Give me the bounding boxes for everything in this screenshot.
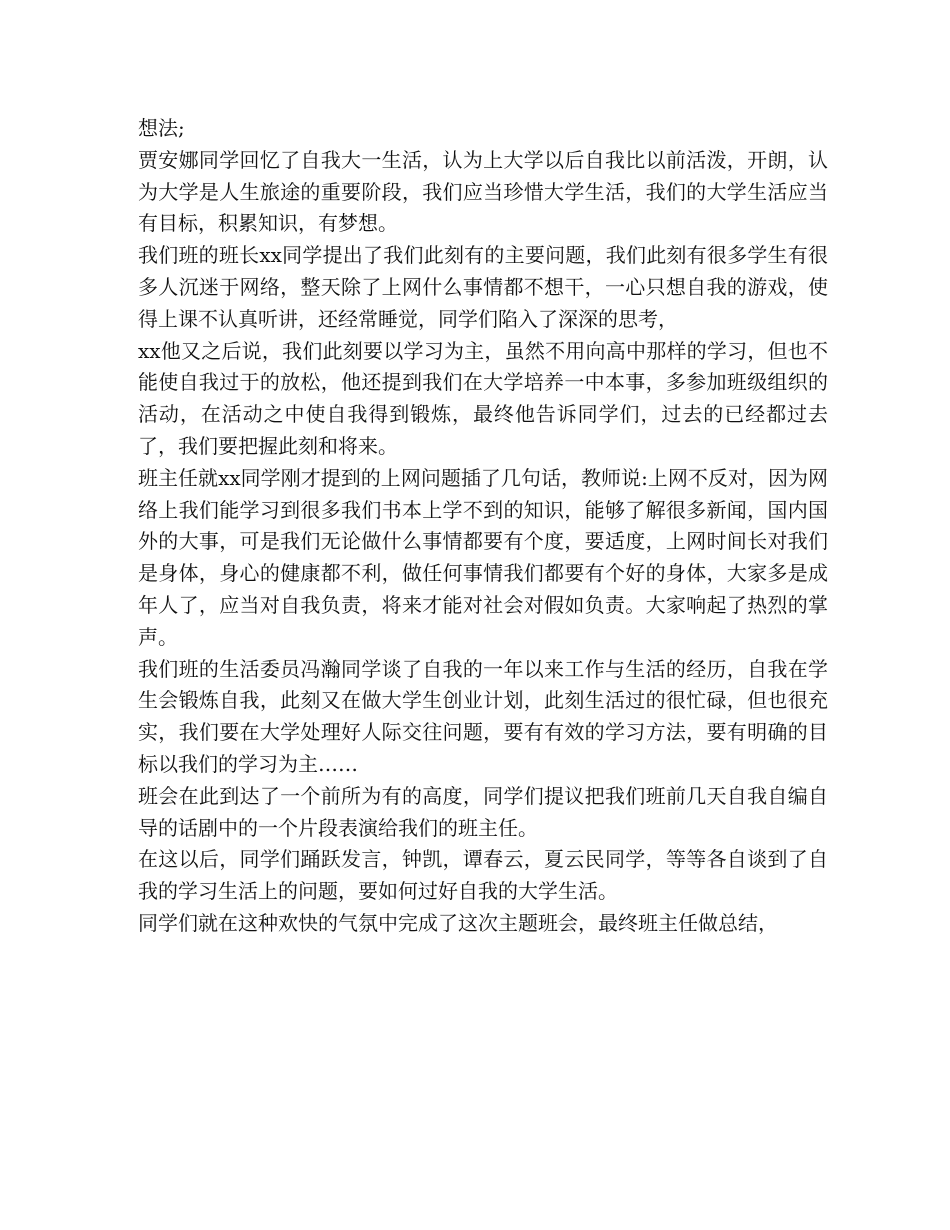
paragraph-study-focus: xx他又之后说，我们此刻要以学习为主，虽然不用向高中那样的学习，但也不能使自我过于的放松，他还提到我们在大学培养一中本事，多参加班级组织的活动，在活动之中使自我得到锻炼，最终他告诉同学们，过去的已经都过去了，我们要把握此刻和将来。 <box>138 338 828 458</box>
paragraph-students-speak: 在这以后，同学们踊跃发言，钟凯，谭春云，夏云民同学，等等各自谈到了自我的学习生活上的问题，要如何过好自我的大学生活。 <box>138 847 828 904</box>
document-body <box>138 113 828 940</box>
paragraph-class-meeting-peak: 班会在此到达了一个前所为有的高度，同学们提议把我们班前几天自我自编自导的话剧中的一个片段表演给我们的班主任。 <box>138 783 828 840</box>
paragraph-jia-anna: 贾安娜同学回忆了自我大一生活，认为上大学以后自我比以前活泼，开朗，认为大学是人生旅途的重要阶段，我们应当珍惜大学生活，我们的大学生活应当有目标，积累知识，有梦想。 <box>138 147 828 236</box>
paragraph-conclusion: 同学们就在这种欢快的气氛中完成了这次主题班会，最终班主任做总结， <box>138 910 778 935</box>
paragraph-life-committee: 我们班的生活委员冯瀚同学谈了自我的一年以来工作与生活的经历，自我在学生会锻炼自我，此刻又在做大学生创业计划，此刻生活过的很忙碌，但也很充实，我们要在大学处理好人际交往问题，要有有效的学习方法，要有明确的目标以我们的学习为主…… <box>138 656 828 776</box>
paragraph-thoughts: 想法; <box>138 116 185 140</box>
paragraph-class-monitor: 我们班的班长xx同学提出了我们此刻有的主要问题，我们此刻有很多学生有很多人沉迷于网络，整天除了上网什么事情都不想干，一心只想自我的游戏，使得上课不认真听讲，还经常睡觉，同学们陷入了深深的思考， <box>138 243 828 331</box>
paragraph-head-teacher: 班主任就xx同学刚才提到的上网问题插了几句话，教师说:上网不反对，因为网络上我们能学习到很多我们书本上学不到的知识，能够了解很多新闻，国内国外的大事，可是我们无论做什么事情都要有个度，要适度，上网时间长对我们是身体，身心的健康都不利，做任何事情我们都要有个好的身体，大家多是成年人了，应当对自我负责，将来才能对社会对假如负责。大家响起了热烈的掌声。 <box>138 465 828 649</box>
